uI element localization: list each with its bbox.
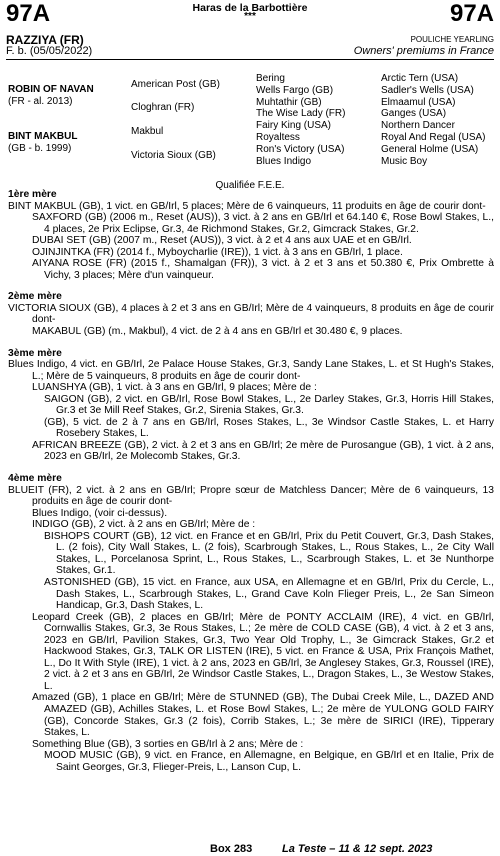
second-dam-heading: 2ème mère [8, 291, 62, 303]
third-dam-heading: 3ème mère [8, 347, 62, 359]
great-grandparent-7: Ron's Victory (USA) [256, 144, 345, 155]
dam-name: BINT MAKBUL [8, 131, 78, 142]
grandparent-2: Cloghran (FR) [131, 102, 195, 113]
great-grandparent-5: Fairy King (USA) [256, 120, 332, 131]
gg-grandparent-3: Elmaamul (USA) [381, 97, 456, 108]
gg-grandparent-5: Northern Dancer [381, 120, 455, 131]
produce-indigo: INDIGO (GB), 2 vict. à 2 ans en GB/Irl; Mère de : [32, 519, 256, 531]
third-dam-text: Blues Indigo, 4 vict. en GB/Irl, 2e Palace House Stakes, Gr.3, Sandy Lane Stakes, L. et St Hugh's Stakes, L.; Mère de 5 vainqueurs, 8 produits en âge de courir dont- [8, 359, 494, 382]
produce-something-blue: Something Blue (GB), 3 sorties en GB/Irl à 2 ans; Mère de : [32, 738, 304, 750]
great-grandparent-6: Royaltess [256, 132, 300, 143]
farm-stars: *** [244, 11, 256, 22]
sire-name: ROBIN OF NAVAN [8, 84, 94, 95]
fourth-dam-heading: 4ème mère [8, 473, 62, 485]
sex-and-birthdate: F. b. (05/05/2022) [6, 45, 93, 57]
produce-ojinjintka: OJINJINTKA (FR) (2014 f., Myboycharlie (IRE)), 1 vict. à 3 ans en GB/Irl, 1 place. [32, 246, 403, 258]
great-grandparent-4: The Wise Lady (FR) [256, 108, 346, 119]
sire-info: (FR - al. 2013) [8, 96, 73, 107]
produce-dubai-set: DUBAI SET (GB) (2007 m., Reset (AUS)), 3 vict. à 2 et 4 ans aux UAE et en GB/Irl. [32, 235, 412, 247]
gg-grandparent-8: Music Boy [381, 156, 428, 167]
grandparent-3: Makbul [131, 126, 164, 137]
produce-gb-fragment: (GB), 5 vict. de 2 à 7 ans en GB/Irl, Roses Stakes, L., 3e Windsor Castle Stakes, L. et Harry Rosebery Stakes, L. [44, 416, 494, 440]
produce-astonished: ASTONISHED (GB), 15 vict. en France, aux USA, en Allemagne et en GB/Irl, Prix du Cercle, L., Dash Stakes, L., Scarbrough Stakes, L., Grand Cave Koln Flieger Preis, L., 2e San Simeon Handicap, Gr.3, Dash Stakes, L. [44, 576, 494, 612]
page-footer [0, 843, 500, 856]
produce-amazed: Amazed (GB), 1 place en GB/Irl; Mère de STUNNED (GB), The Dubai Creek Mile, L., DAZED AND AMAZED (GB), Achilles Stakes, L. et Rose Bowl Stakes, L.; 2e mère de YULONG GOLD FAIRY (GB), Concorde Stakes, Gr.3 (2 fois), Corrib Stakes, L.; 3e mère de SIRICI (IRE), Tipperary Stakes, L. [32, 692, 494, 739]
sale-info: La Teste – 11 & 12 sept. 2023 [282, 843, 433, 855]
first-dam-text: BINT MAKBUL (GB), 1 vict. en GB/Irl, 5 places; Mère de 6 vainqueurs, 11 produits en âge de courir dont- [8, 200, 486, 212]
dam-info: (GB - b. 1999) [8, 143, 72, 154]
gg-grandparent-2: Sadler's Wells (USA) [381, 85, 474, 96]
great-grandparent-3: Muhtathir (GB) [256, 97, 322, 108]
sale-category: POULICHE YEARLING [410, 35, 494, 44]
gg-grandparent-6: Royal And Regal (USA) [381, 132, 486, 143]
qualification-note: Qualifiée F.E.E. [215, 180, 285, 191]
produce-record [8, 189, 494, 773]
produce-blues-indigo: Blues Indigo, (voir ci-dessus). [32, 507, 168, 519]
second-dam-text: VICTORIA SIOUX (GB), 4 places à 2 et 3 ans en GB/Irl; Mère de 4 vainqueurs, 8 produits en âge de courir dont- [8, 302, 494, 326]
gg-grandparent-1: Arctic Tern (USA) [381, 73, 459, 84]
produce-saigon: SAIGON (GB), 2 vict. en GB/Irl, Rose Bowl Stakes, L., 2e Darley Stakes, Gr.3, Horris Hill Stakes, Gr.3 et 3e Mill Reef Stakes, Gr.2, Sirenia Stakes, Gr.3. [44, 393, 494, 417]
farm-name: Haras de la Barbottière [192, 2, 308, 14]
great-grandparent-2: Wells Fargo (GB) [256, 85, 334, 96]
grandparent-1: American Post (GB) [131, 79, 220, 90]
great-grandparent-1: Bering [256, 73, 285, 84]
grandparent-4: Victoria Sioux (GB) [131, 150, 216, 161]
gg-grandparent-4: Ganges (USA) [381, 108, 447, 119]
fourth-dam-text: BLUEIT (FR), 2 vict. à 2 ans en GB/Irl; Propre sœur de Matchless Dancer; Mère de 6 vainqueurs, 13 produits en âge de courir dont- [8, 484, 494, 508]
produce-makabul: MAKABUL (GB) (m., Makbul), 4 vict. de 2 à 4 ans en GB/Irl et 30.480 €, 9 places. [32, 326, 403, 338]
owners-premiums-note: Owners' premiums in France [353, 45, 494, 57]
lot-number-right: 97A [449, 0, 494, 27]
great-grandparent-8: Blues Indigo [256, 156, 312, 167]
info-row [6, 45, 494, 60]
produce-mood-music: MOOD MUSIC (GB), 9 vict. en France, en Allemagne, en Belgique, en GB/Irl et en Italie, Prix de Saint Georges, Gr.3, Flieger-Preis, L., Lanson Cup, L. [44, 750, 494, 773]
produce-aiyana-rose: AIYANA ROSE (FR) (2015 f., Shamalgan (FR)), 3 vict. à 2 et 3 ans et 50.380 €, Prix Ombrette à Vichy, 3 places; Mère d'un vainqueur. [32, 258, 494, 281]
produce-african-breeze: AFRICAN BREEZE (GB), 2 vict. à 2 et 3 ans en GB/Irl; 2e mère de Purosangue (GB), 1 vict. à 2 ans, 2023 en GB/Irl, 2e Molecomb Stakes, Gr.3. [32, 439, 494, 463]
produce-bishops-court: BISHOPS COURT (GB), 12 vict. en France et en GB/Irl, Prix du Petit Couvert, Gr.3, Dash Stakes, L. (2 fois), City Wall Stakes, L. (2 fois), Scarbrough Stakes, L., Rous Stakes, L., 2e City Wall Stakes, L., Porcelanosa Sprint, L., Rous Stakes, L., Scarbrough Stakes, L. et 3e Nunthorpe Stakes, Gr.1. [44, 530, 494, 577]
produce-saxford: SAXFORD (GB) (2006 m., Reset (AUS)), 3 vict. à 2 ans en GB/Irl et 64.140 €, Rose Bowl Stakes, L., 4 places, 2e Prix Eclipse, Gr.3, 4e Richmond Stakes, Gr.2, Gimcrack Stakes, Gr.2. [32, 212, 494, 235]
gg-grandparent-7: General Holme (USA) [381, 144, 479, 155]
box-number: Box 283 [210, 843, 253, 855]
produce-luanshya: LUANSHYA (GB), 1 vict. à 3 ans en GB/Irl, 9 places; Mère de : [32, 382, 317, 394]
lot-number-left: 97A [6, 0, 51, 27]
first-dam-heading: 1ère mère [8, 189, 57, 200]
horse-name: RAZZIYA (FR) [6, 33, 84, 47]
produce-leopard-creek: Leopard Creek (GB), 2 places en GB/Irl; Mère de PONTY ACCLAIM (IRE), 4 vict. en GB/Irl, Cornwallis Stakes, Gr.3, 3e Rous Stakes, L.; 2e mère de COLD CASE (GB), 4 vict. à 2 et 3 ans, 2023 en GB/Irl, Pavilion Stakes, Gr.3, Two Year Old Trophy, L., 3e Gimcrack Stakes, Gr.2 et Hackwood Stakes, Gr.3, TALK OR LISTEN (IRE), 5 vict. en France & USA, Prix François Mathet, L., Do It With Style (IRE), 1 vict. à 2 ans, 2023 en GB/Irl, 3e Anglesey Stakes, Gr.3, Roussel (IRE), 2 vict. à 2 et 3 ans en GB/Irl, 2e Windsor Castle Stakes, L., Dragon Stakes, L., 3e Westow Stakes, L. [32, 611, 494, 692]
name-row [6, 33, 494, 45]
